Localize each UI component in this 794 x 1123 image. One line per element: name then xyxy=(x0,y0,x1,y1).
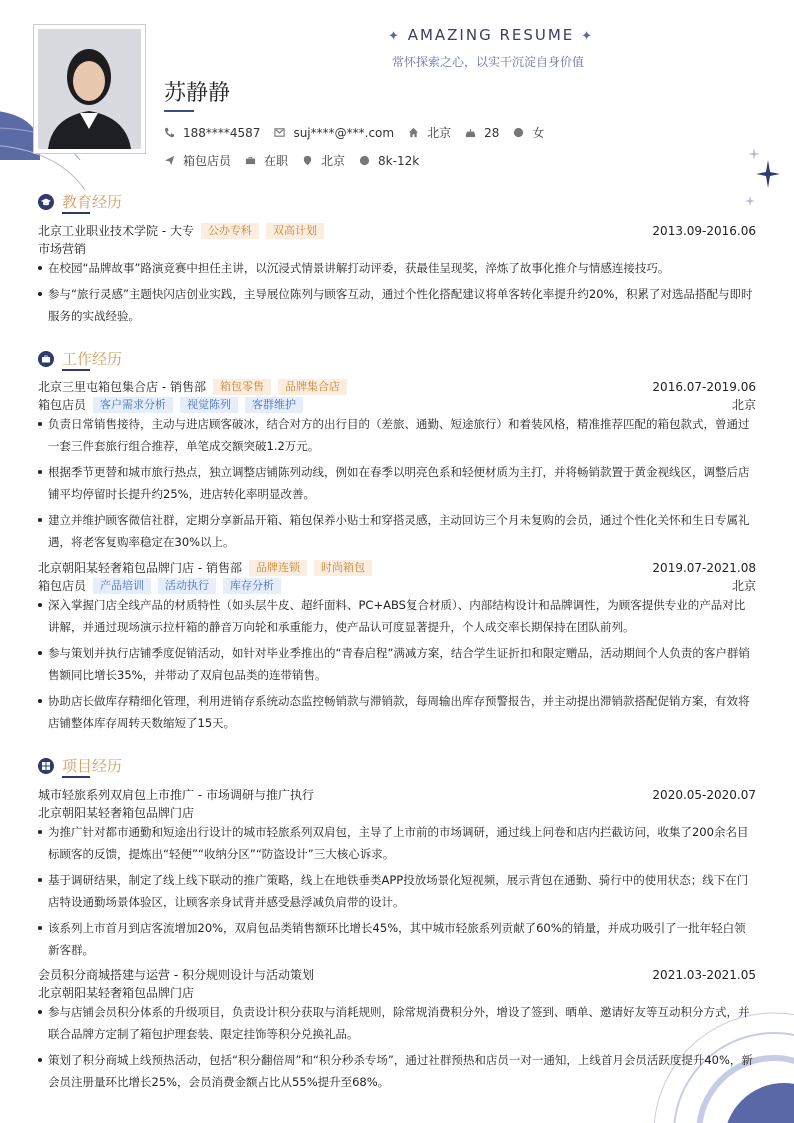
contact-email: suj****@***.com xyxy=(274,126,394,140)
send-icon xyxy=(164,155,175,166)
skill-tag: 库存分析 xyxy=(223,578,281,594)
phone-icon xyxy=(164,127,175,138)
company-name: 北京朝阳某轻奢箱包品牌门店 - 销售部 xyxy=(38,561,242,575)
section-underline xyxy=(62,776,90,778)
tag: 公办专科 xyxy=(201,223,259,239)
tag: 时尚箱包 xyxy=(314,560,372,576)
project-org: 北京朝阳某轻奢箱包品牌门店 xyxy=(38,986,195,1000)
list-item: 负责日常销售接待，主动与进店顾客破冰，结合对方的出行目的（差旅、通勤、短途旅行）和着装风格，精准推荐匹配的箱包款式，曾通过一套三件套旅行组合推荐，单笔成交额突破1.2万元。 xyxy=(38,413,756,457)
section-projects xyxy=(38,755,122,776)
job-location: 北京 xyxy=(731,579,756,593)
work-role-line xyxy=(38,396,756,413)
list-item: 协助店长做库存精细化管理，利用进销存系统动态监控畅销款与滞销款，每周输出库存预警报告，并主动提出滞销款搭配促销方案，有效将店铺整体库存周转天数缩短了15天。 xyxy=(38,690,756,734)
list-item: 为推广针对都市通勤和短途出行设计的城市轻旅系列双肩包，主导了上市前的市场调研，通过线上问卷和店内拦截访问，收集了200余名目标顾客的反馈，提炼出“轻便”“收纳分区”“防盗设计”三大核心诉求。 xyxy=(38,821,756,865)
location-pin-icon xyxy=(302,155,313,166)
work-bullets xyxy=(38,594,756,738)
contact-hometown: 北京 xyxy=(408,124,451,141)
section-work xyxy=(38,348,122,369)
company-name: 北京三里屯箱包集合店 - 销售部 xyxy=(38,380,206,394)
work-bullets xyxy=(38,413,756,557)
list-item: 该系列上市首月到店客流增加20%，双肩包品类销售额环比增长45%，其中城市轻旅系列贡献了60%的销量，并成功吸引了一批年轻白领新客群。 xyxy=(38,917,756,961)
resume-heading-text: AMAZING RESUME xyxy=(407,26,575,44)
education-major: 市场营销 xyxy=(38,242,87,256)
section-title: 教育经历 xyxy=(62,193,123,211)
date-range: 2021.03-2021.05 xyxy=(652,967,756,982)
contact-row-2 xyxy=(164,152,433,169)
job-role: 箱包店员 xyxy=(38,398,87,412)
section-title: 项目经历 xyxy=(62,757,123,775)
decorative-stars xyxy=(744,146,784,210)
person-silhouette-icon xyxy=(38,29,141,149)
grid-icon xyxy=(38,758,54,774)
school-name: 北京工业职业技术学院 - 大专 xyxy=(38,224,194,238)
contact-gender: 女 xyxy=(513,124,544,141)
contact-city: 北京 xyxy=(302,152,345,169)
skill-tag: 视觉陈列 xyxy=(180,397,238,413)
section-title: 工作经历 xyxy=(62,350,123,368)
project-entry-header xyxy=(38,966,756,983)
graduation-cap-icon xyxy=(38,194,54,210)
skill-tag: 活动执行 xyxy=(158,578,216,594)
skill-tag: 客户需求分析 xyxy=(93,397,173,413)
resume-heading xyxy=(388,26,594,44)
contact-phone: 188****4587 xyxy=(164,126,260,140)
contact-status: 在职 xyxy=(245,152,288,169)
list-item: 参与店铺会员积分体系的升级项目，负责设计积分获取与消耗规则，除常规消费积分外，增设了签到、晒单、邀请好友等互动积分方式，并联合品牌方定制了箱包护理套装、限定挂饰等积分兑换礼品。 xyxy=(38,1001,756,1045)
section-underline xyxy=(62,369,90,371)
photo-frame xyxy=(33,24,146,154)
contact-row-1 xyxy=(164,124,558,141)
work-entry-header xyxy=(38,559,756,576)
work-entry-header xyxy=(38,378,756,395)
project-entry-header xyxy=(38,786,756,803)
home-icon xyxy=(408,127,419,138)
project-name: 会员积分商城搭建与运营 - 积分规则设计与活动策划 xyxy=(38,968,314,982)
project-bullets xyxy=(38,1001,756,1097)
tag: 箱包零售 xyxy=(213,379,271,395)
date-range: 2013.09-2016.06 xyxy=(652,223,756,238)
name-underline xyxy=(164,110,194,112)
date-range: 2020.05-2020.07 xyxy=(652,787,756,802)
list-item: 深入掌握门店全线产品的材质特性（如头层牛皮、超纤面料、PC+ABS复合材质）、内部结构设计和品牌调性，为顾客提供专业的产品对比讲解，并通过现场演示拉杆箱的静音万向轮和承重能力，使产品认可度显著提升，个人成交率长期保持在团队前列。 xyxy=(38,594,756,638)
money-icon xyxy=(359,155,370,166)
list-item: 在校园“品牌故事”路演竞赛中担任主讲，以沉浸式情景讲解打动评委，获最佳呈现奖，淬炼了故事化推介与情感连接技巧。 xyxy=(38,257,756,279)
list-item: 参与“旅行灵感”主题快闪店创业实践，主导展位陈列与顾客互动，通过个性化搭配建议将单客转化率提升约20%，积累了对选品搭配与即时服务的实战经验。 xyxy=(38,283,756,327)
mail-icon xyxy=(274,127,285,138)
briefcase-icon xyxy=(245,155,256,166)
list-item: 建立并维护顾客微信社群，定期分享新品开箱、箱包保养小贴士和穿搭灵感，主动回访三个月未复购的会员，通过个性化关怀和生日专属礼遇，将老客复购率稳定在30%以上。 xyxy=(38,509,756,553)
candidate-name: 苏静静 xyxy=(164,81,231,106)
cake-icon xyxy=(465,127,476,138)
list-item: 策划了积分商城上线预热活动，包括“积分翻倍周”和“积分秒杀专场”，通过社群预热和店员一对一通知，上线首月会员活跃度提升40%，新会员注册量环比增长25%，会员消费金额占比从55%提升至68%。 xyxy=(38,1049,756,1093)
skill-tag: 客群维护 xyxy=(245,397,303,413)
project-org: 北京朝阳某轻奢箱包品牌门店 xyxy=(38,806,195,820)
job-role: 箱包店员 xyxy=(38,579,87,593)
project-bullets xyxy=(38,821,756,965)
contact-age: 28 xyxy=(465,126,499,140)
work-role-line xyxy=(38,577,756,594)
section-education xyxy=(38,191,122,212)
date-range: 2019.07-2021.08 xyxy=(652,560,756,575)
gender-icon xyxy=(513,127,524,138)
job-location: 北京 xyxy=(731,398,756,412)
list-item: 参与策划并执行店铺季度促销活动，如针对毕业季推出的“青春启程”满减方案，结合学生证折扣和限定赠品，活动期间个人负责的客户群销售额同比增长35%，并带动了双肩包品类的连带销售。 xyxy=(38,642,756,686)
profile-photo xyxy=(38,29,141,149)
section-underline xyxy=(62,212,90,214)
list-item: 根据季节更替和城市旅行热点，独立调整店铺陈列动线，例如在春季以明亮色系和轻便材质为主打，并将畅销款置于黄金视线区，调整后店铺平均停留时长提升约25%，进店转化率明显改善。 xyxy=(38,461,756,505)
list-item: 基于调研结果，制定了线上线下联动的推广策略，线上在地铁垂类APP投放场景化短视频，展示背包在通勤、骑行中的使用状态；线下在门店特设通勤场景体验区，让顾客亲身试背并感受悬浮减负肩带的设计。 xyxy=(38,869,756,913)
sparkle-icon: ✦ xyxy=(581,29,594,44)
contact-position: 箱包店员 xyxy=(164,152,231,169)
briefcase-icon xyxy=(38,351,54,367)
education-entry-header xyxy=(38,222,756,239)
tag: 品牌连锁 xyxy=(249,560,307,576)
resume-motto: 常怀探索之心，以实干沉淀自身价值 xyxy=(392,55,585,69)
date-range: 2016.07-2019.06 xyxy=(652,379,756,394)
education-bullets xyxy=(38,257,756,331)
sparkle-icon: ✦ xyxy=(388,29,401,44)
tag: 品牌集合店 xyxy=(278,379,347,395)
skill-tag: 产品培训 xyxy=(93,578,151,594)
project-name: 城市轻旅系列双肩包上市推广 - 市场调研与推广执行 xyxy=(38,788,314,802)
contact-salary: 8k-12k xyxy=(359,154,419,168)
tag: 双高计划 xyxy=(266,223,324,239)
